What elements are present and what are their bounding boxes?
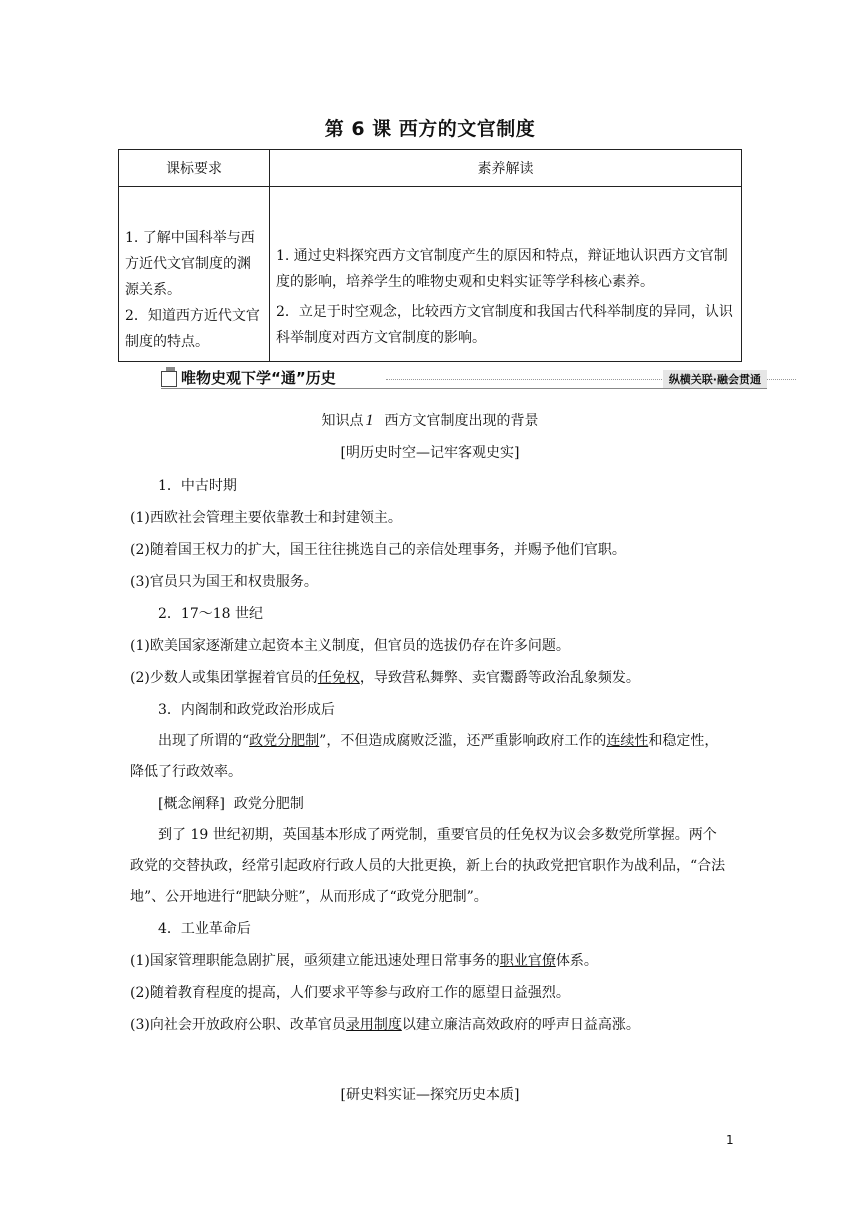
literacy-item-2: 2．立足于时空观念，比较西方文官制度和我国古代科举制度的异同，认识科举制度对西方文官制度的影响。: [276, 304, 733, 346]
section-4-p1-b: 体系。: [555, 953, 598, 969]
literacy-item-1: 1. 通过史料探究西方文官制度产生的原因和特点，辩证地认识西方文官制度的影响，培养学生的唯物史观和史料实证等学科核心素养。: [276, 248, 728, 290]
curriculum-cell: [119, 187, 270, 362]
section-2-p1: (1)欧美国家逐渐建立起资本主义制度，但官员的选拔仍存在许多问题。: [130, 638, 570, 654]
banner-box-icon: [161, 371, 177, 387]
banner-title: 唯物史观下学“通”历史: [181, 369, 336, 387]
curriculum-item-1: 1. 了解中国科举与西方近代文官制度的渊源关系。: [125, 230, 255, 298]
section-2-p2-b: ，导致营私舞弊、卖官鬻爵等政治乱象频发。: [359, 670, 640, 686]
term-spoils-system: 政党分肥制: [249, 733, 320, 749]
requirements-table: [118, 149, 742, 362]
term-professional-bureaucracy: 职业官僚: [499, 953, 556, 969]
section-3-p-b: ”，不但造成腐败泛滥，还严重影响政府工作的: [319, 733, 607, 749]
section-banner: [161, 367, 767, 389]
section-1-heading: 1．中古时期: [158, 478, 237, 494]
section-4-p1: [130, 945, 730, 977]
header-curriculum: 课标要求: [119, 150, 270, 187]
section-4-p1-a: (1)国家管理职能急剧扩展，亟须建立能迅速处理日常事务的: [130, 953, 500, 969]
section-1-p3: (3)官员只为国王和权贵服务。: [130, 574, 318, 590]
sub-heading-time-space: [明历史时空—记牢客观史实]: [340, 445, 520, 461]
term-appointment-power: 任免权: [317, 670, 360, 686]
concept-name: 政党分肥制: [233, 796, 304, 812]
banner-rule: [161, 388, 767, 389]
knowledge-point-heading: [0, 410, 860, 430]
section-3-p-a: 出现了所谓的“: [158, 733, 250, 749]
section-3-paragraph: [130, 726, 730, 788]
knowledge-point-label: 知识点: [321, 413, 364, 429]
section-3-p-c: 和稳定性，降低了行政效率。: [130, 733, 719, 780]
sub-heading-evidence: [研史料实证—探究历史本质]: [340, 1087, 520, 1103]
section-1-p2: (2)随着国王权力的扩大，国王往往挑选自己的亲信处理事务，并赐予他们官职。: [130, 542, 626, 558]
section-4-p3-a: (3)向社会开放政府公职、改革官员: [130, 1017, 346, 1033]
section-2-heading: 2．17～18 世纪: [158, 606, 263, 622]
section-4-heading: 4．工业革命后: [158, 921, 251, 937]
concept-heading: [130, 788, 730, 820]
section-4-p2: (2)随着教育程度的提高，人们要求平等参与政府工作的愿望日益强烈。: [130, 985, 570, 1001]
banner-tag: 纵横关联·融会贯通: [663, 370, 767, 388]
lesson-title: 第 6 课 西方的文官制度: [324, 118, 536, 140]
concept-label: [概念阐释]: [158, 796, 225, 812]
knowledge-point-number: 1: [365, 412, 374, 429]
header-literacy: 素养解读: [270, 150, 742, 187]
section-2-p2-a: (2)少数人或集团掌握着官员的: [130, 670, 318, 686]
literacy-cell: [270, 187, 742, 362]
concept-text: 到了 19 世纪初期，英国基本形成了两党制，重要官员的任免权为议会多数党所掌握。两个政党的交替执政，经常引起政府行政人员的大批更换，新上台的执政党把官职作为战利品，“合法地”、公开地进行“肥缺分赃”，从而形成了“政党分肥制”。: [130, 827, 726, 905]
page-number: 1: [726, 1133, 734, 1147]
section-1-p1: (1)西欧社会管理主要依靠教士和封建领主。: [130, 510, 402, 526]
section-3-heading: 3．内阁制和政党政治形成后: [158, 702, 335, 718]
knowledge-point-text: 西方文官制度出现的背景: [384, 413, 539, 429]
section-4-p3: [130, 1009, 730, 1041]
section-4-p3-b: 以建立廉洁高效政府的呼声日益高涨。: [401, 1017, 640, 1033]
section-2-p2: [130, 662, 730, 694]
term-recruitment-system: 录用制度: [345, 1017, 402, 1033]
curriculum-item-2: 2．知道西方近代文官制度的特点。: [125, 308, 260, 350]
section-1: [130, 470, 730, 1041]
term-continuity: 连续性: [606, 733, 649, 749]
